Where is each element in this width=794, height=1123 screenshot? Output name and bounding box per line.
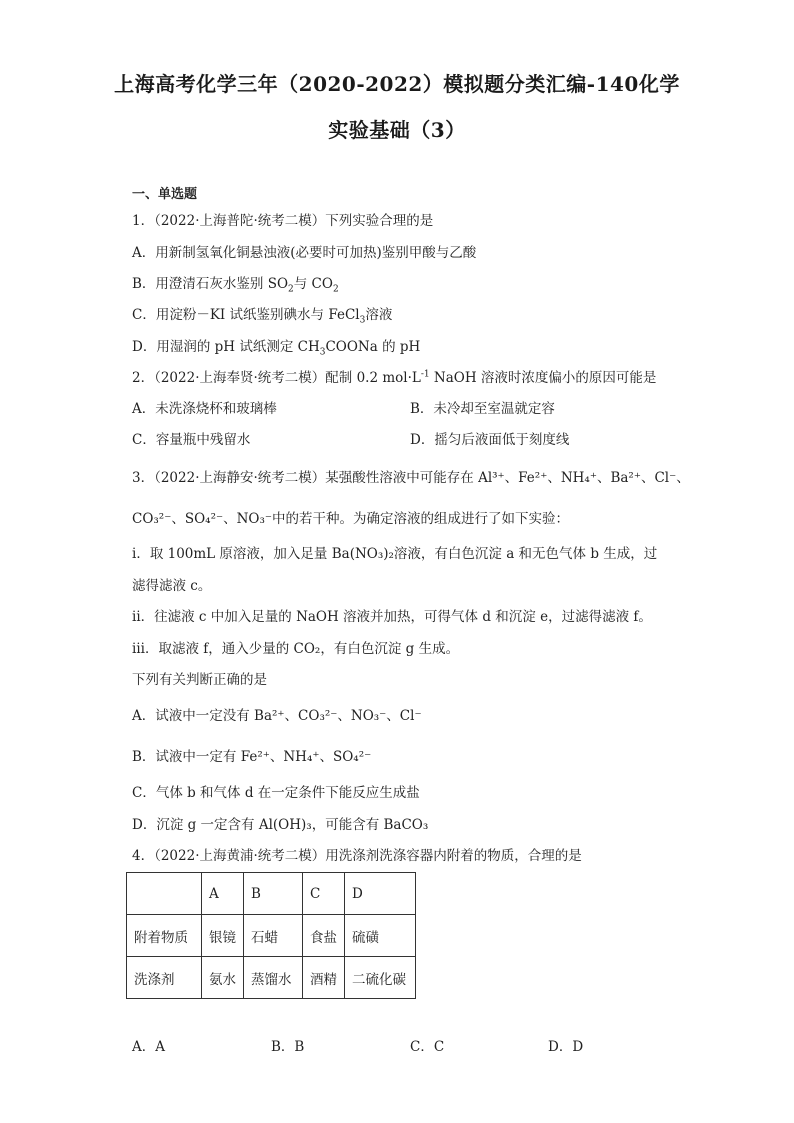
q1-option-c-sub: 3 — [359, 315, 366, 326]
q3-step-iii: ⅲ．取滤液 f，通入少量的 CO₂，有白色沉淀 g 生成。 — [132, 641, 460, 657]
q1-option-d-text: D．用湿润的 pH 试纸测定 CH — [132, 339, 320, 355]
q2-stem — [132, 369, 656, 387]
table-cell: 硫磺 — [345, 915, 416, 957]
q2-stem-text: 2．（2022·上海奉贤·统考二模）配制 0.2 mol·L — [132, 370, 421, 386]
q3-option-b: B．试液中一定有 Fe²⁺、NH₄⁺、SO₄²⁻ — [132, 749, 372, 765]
q1-option-d — [132, 338, 420, 356]
q1-option-b — [132, 275, 339, 293]
table-header-row — [127, 873, 416, 915]
table-cell: 附着物质 — [127, 915, 202, 957]
q4-option-a: A．A — [132, 1039, 165, 1055]
table-cell: 二硫化碳 — [345, 957, 416, 999]
table-cell: D — [345, 873, 416, 915]
table-row — [127, 957, 416, 999]
q3-step-ii: ⅱ．往滤液 c 中加入足量的 NaOH 溶液并加热，可得气体 d 和沉淀 e，过滤得滤液 f。 — [132, 609, 652, 625]
q1-option-c-post: 溶液 — [365, 307, 393, 323]
q2-stem-sup: -1 — [420, 369, 430, 380]
q4-option-d: D．D — [548, 1039, 584, 1055]
q2-stem-post: NaOH 溶液时浓度偏小的原因可能是 — [429, 370, 657, 386]
table-cell: 氨水 — [202, 957, 244, 999]
q3-stem-line2: CO₃²⁻、SO₄²⁻、NO₃⁻中的若干种。为确定溶液的组成进行了如下实验： — [132, 511, 570, 527]
q3-option-a: A．试液中一定没有 Ba²⁺、CO₃²⁻、NO₃⁻、Cl⁻ — [132, 708, 422, 724]
q1-option-b-mid: 与 CO — [293, 276, 333, 292]
q3-stem-line1: 3．（2022·上海静安·统考二模）某强酸性溶液中可能存在 Al³⁺、Fe²⁺、NH₄⁺、Ba²⁺、Cl⁻、 — [132, 470, 690, 486]
table-cell — [127, 873, 202, 915]
table-cell: A — [202, 873, 244, 915]
q4-stem: 4．（2022·上海黄浦·统考二模）用洗涤剂洗涤容器内附着的物质，合理的是 — [132, 848, 582, 864]
section-heading: 一、单选题 — [132, 187, 198, 202]
q1-option-d-sub: 3 — [319, 347, 326, 358]
table-cell: 石蜡 — [244, 915, 303, 957]
q1-option-b-sub1: 2 — [288, 284, 294, 295]
table-cell: 洗涤剂 — [127, 957, 202, 999]
q1-option-b-text: B．用澄清石灰水鉴别 SO — [132, 276, 289, 292]
q2-option-b: B．未冷却至室温就定容 — [410, 401, 555, 417]
q3-ask: 下列有关判断正确的是 — [132, 672, 267, 688]
q1-option-c-text: C．用淀粉－KI 试纸鉴别碘水与 FeCl — [132, 307, 360, 323]
q1-option-a: A．用新制氢氧化铜悬浊液(必要时可加热)鉴别甲酸与乙酸 — [132, 245, 477, 261]
q2-option-d: D．摇匀后液面低于刻度线 — [410, 432, 570, 448]
q1-stem: 1．（2022·上海普陀·统考二模）下列实验合理的是 — [132, 213, 434, 229]
table-cell: 银镜 — [202, 915, 244, 957]
q3-option-c: C．气体 b 和气体 d 在一定条件下能反应生成盐 — [132, 785, 420, 801]
table-cell: 蒸馏水 — [244, 957, 303, 999]
q3-step-i-line1: ⅰ．取 100mL 原溶液，加入足量 Ba(NO₃)₂溶液，有白色沉淀 a 和无色气体 b 生成，过 — [132, 546, 658, 562]
document-title-line2: 实验基础（3） — [328, 118, 466, 142]
table-row — [127, 915, 416, 957]
q4-table — [126, 872, 416, 999]
q3-option-d: D．沉淀 g 一定含有 Al(OH)₃，可能含有 BaCO₃ — [132, 817, 429, 833]
document-title-line1: 上海高考化学三年（2020-2022）模拟题分类汇编-140化学 — [114, 72, 680, 96]
q1-option-b-sub2: 2 — [332, 284, 339, 295]
q2-option-c: C．容量瓶中残留水 — [132, 432, 251, 448]
q2-option-a: A．未洗涤烧杯和玻璃棒 — [132, 401, 277, 417]
q1-option-d-post: COONa 的 pH — [325, 339, 421, 355]
table-cell: 食盐 — [303, 915, 345, 957]
table-cell: C — [303, 873, 345, 915]
q3-step-i-line2: 滤得滤液 c。 — [132, 578, 212, 594]
table-cell: 酒精 — [303, 957, 345, 999]
q1-option-c — [132, 306, 392, 324]
q4-option-c: C．C — [410, 1039, 445, 1055]
q4-option-b: B．B — [271, 1039, 305, 1055]
table-cell: B — [244, 873, 303, 915]
